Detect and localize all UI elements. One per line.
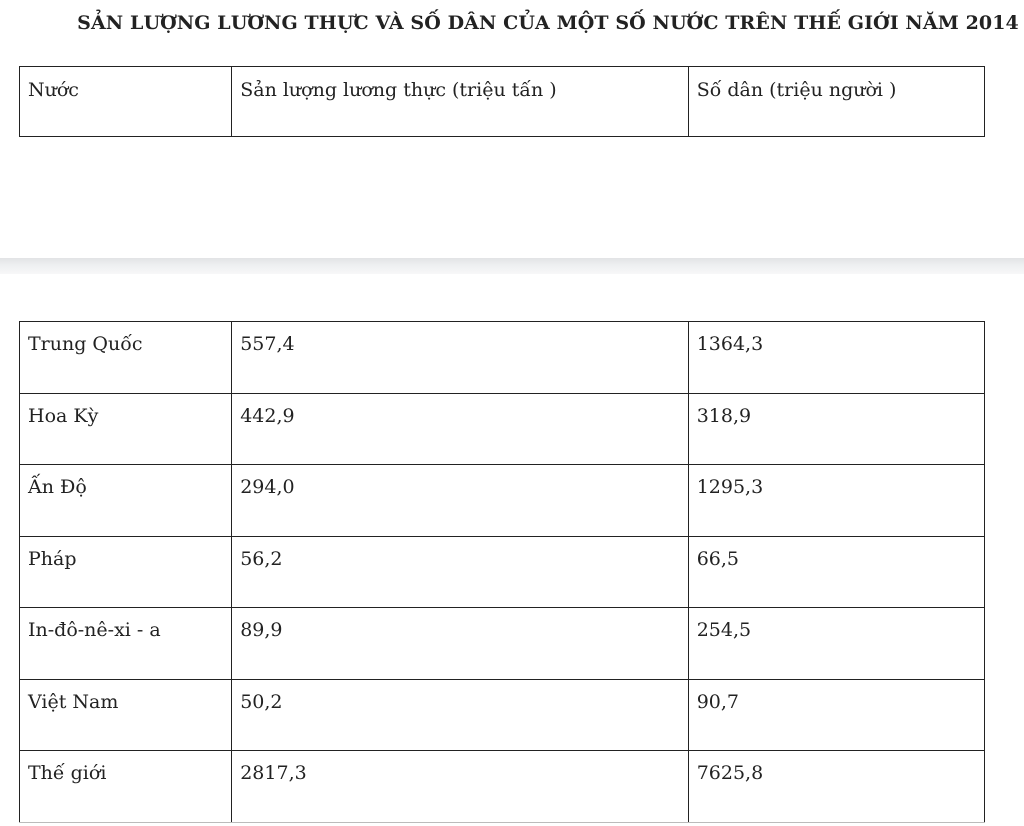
table-row bbox=[20, 679, 985, 751]
page-break-divider bbox=[0, 258, 1024, 274]
cell-food-output: 442,9 bbox=[232, 393, 688, 465]
table-row bbox=[20, 465, 985, 537]
cell-country: In-đô-nê-xi - a bbox=[20, 608, 232, 680]
table-row bbox=[20, 322, 985, 394]
table-row bbox=[20, 393, 985, 465]
table-row bbox=[20, 608, 985, 680]
cell-food-output: 50,2 bbox=[232, 679, 688, 751]
data-table bbox=[19, 321, 985, 823]
cell-population: 66,5 bbox=[688, 536, 984, 608]
cell-country: Pháp bbox=[20, 536, 232, 608]
cell-food-output: 89,9 bbox=[232, 608, 688, 680]
page-title: SẢN LƯỢNG LƯƠNG THỰC VÀ SỐ DÂN CỦA MỘT SỐ NƯỚC TRÊN THẾ GIỚI NĂM 2014 bbox=[77, 12, 1019, 34]
cell-food-output: 2817,3 bbox=[232, 751, 688, 823]
cell-population: 1364,3 bbox=[688, 322, 984, 394]
page-bottom-rule bbox=[19, 822, 985, 823]
cell-food-output: 557,4 bbox=[232, 322, 688, 394]
cell-country: Hoa Kỳ bbox=[20, 393, 232, 465]
cell-population: 318,9 bbox=[688, 393, 984, 465]
cell-country: Ấn Độ bbox=[20, 465, 232, 537]
cell-food-output: 56,2 bbox=[232, 536, 688, 608]
header-country: Nước bbox=[20, 67, 232, 137]
table-header bbox=[19, 66, 985, 137]
cell-country: Việt Nam bbox=[20, 679, 232, 751]
cell-country: Trung Quốc bbox=[20, 322, 232, 394]
header-population: Số dân (triệu người ) bbox=[688, 67, 984, 137]
table-row bbox=[20, 536, 985, 608]
cell-population: 254,5 bbox=[688, 608, 984, 680]
cell-population: 1295,3 bbox=[688, 465, 984, 537]
header-food-output: Sản lượng lương thực (triệu tấn ) bbox=[232, 67, 688, 137]
cell-country: Thế giới bbox=[20, 751, 232, 823]
table-row bbox=[20, 751, 985, 823]
table-header-row bbox=[20, 67, 985, 137]
cell-population: 7625,8 bbox=[688, 751, 984, 823]
cell-population: 90,7 bbox=[688, 679, 984, 751]
cell-food-output: 294,0 bbox=[232, 465, 688, 537]
